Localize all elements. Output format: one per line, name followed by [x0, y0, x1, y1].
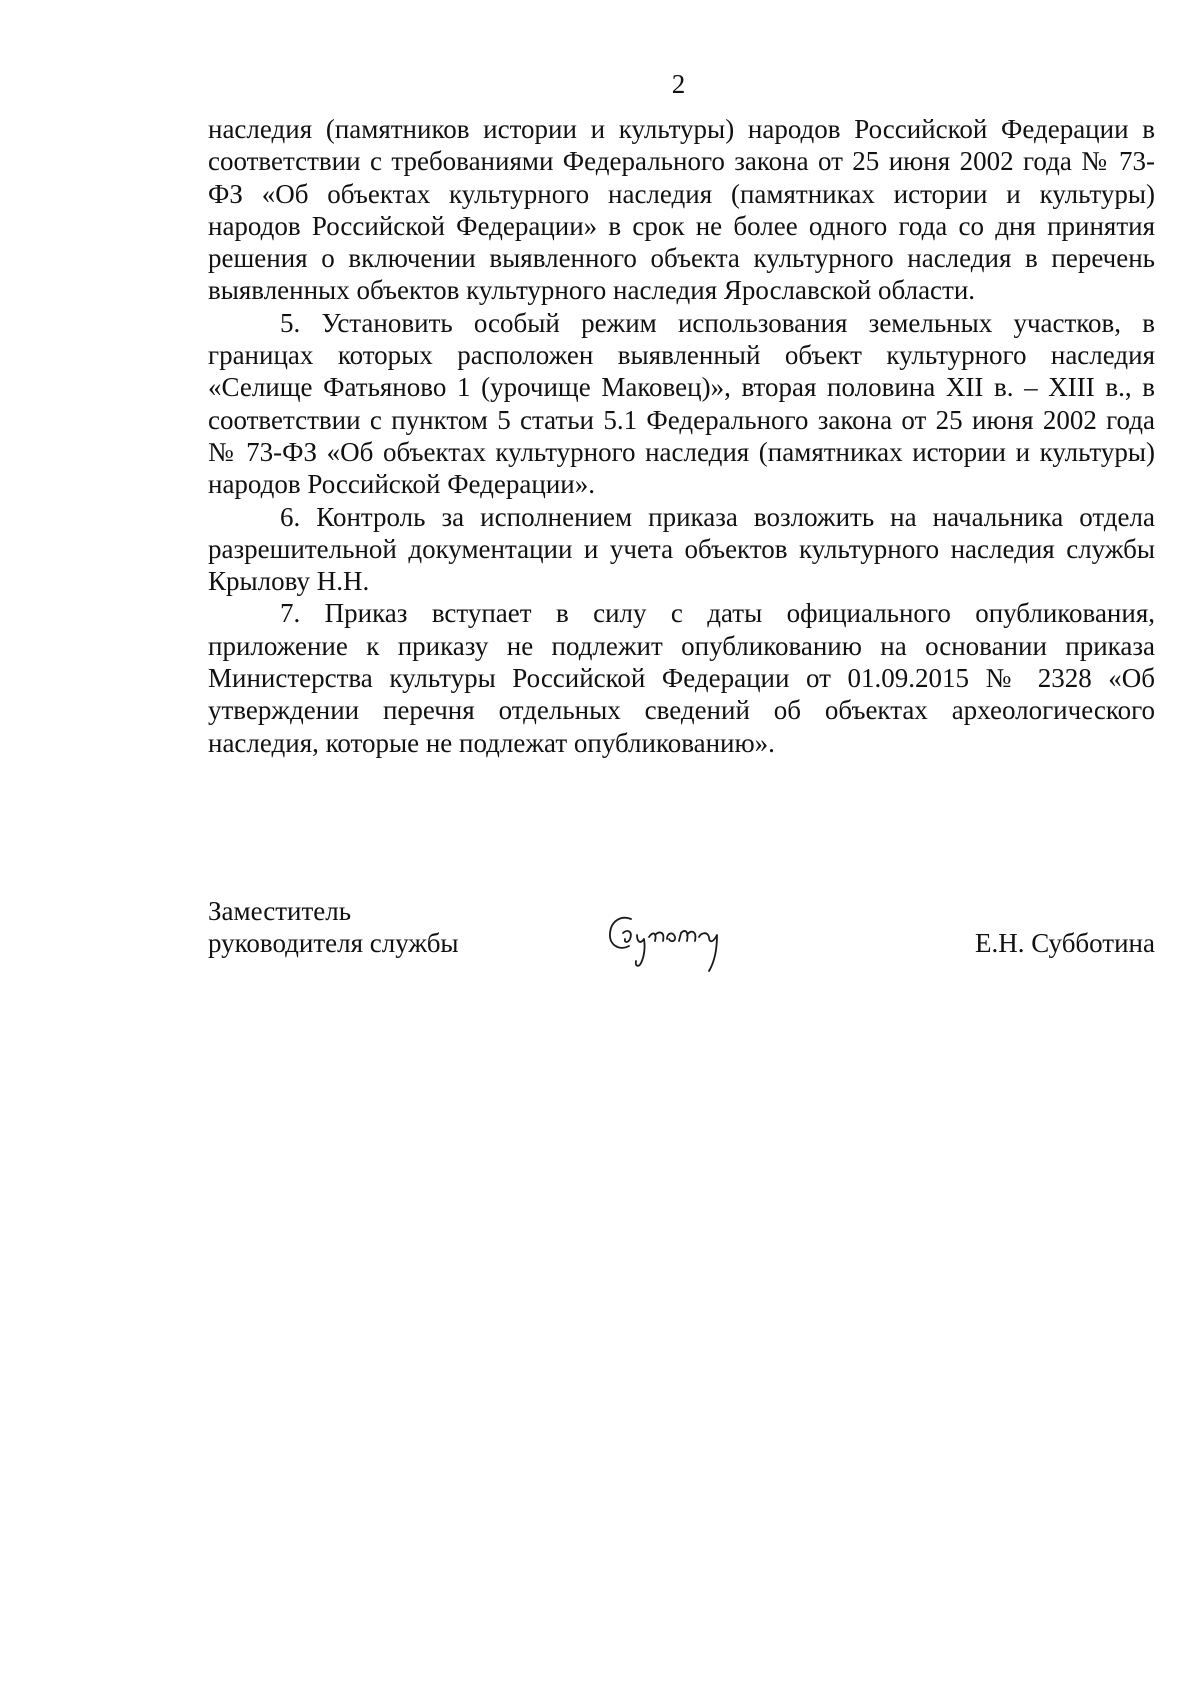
paragraph-item-6: 6. Контроль за исполнением приказа возложить на начальника отдела разрешительной документации и учета объектов культурного наследия службы Крылову Н.Н.: [208, 501, 1155, 597]
document-body: [208, 113, 1155, 759]
signer-title-line-2: руководителя службы: [208, 928, 459, 959]
signature-block: [208, 895, 1155, 985]
paragraph-item-5: 5. Установить особый режим использования земельных участков, в границах которых расположен выявленный объект культурного наследия «Селище Фатьяново 1 (урочище Маковец)», вторая половина XII в. – XIII в., в соответствии с пунктом 5 статьи 5.1 Федерального закона от 25 июня 2002 года № 73-ФЗ «Об объектах культурного наследия (памятниках истории и культуры) народов Российской Федерации».: [208, 307, 1155, 500]
signer-title: [208, 895, 459, 960]
handwritten-signature-icon: [603, 909, 748, 981]
signer-name: Е.Н. Субботина: [974, 928, 1155, 958]
signer-title-line-1: Заместитель: [208, 896, 352, 926]
paragraph-item-7: 7. Приказ вступает в силу с даты официального опубликования, приложение к приказу не подлежит опубликованию на основании приказа Министерства культуры Российской Федерации от 01.09.2015 № 2328 «Об утверждении перечня отдельных сведений об объектах археологического наследия, которые не подлежат опубликованию».: [208, 598, 1155, 758]
paragraph-continuation: наследия (памятников истории и культуры) народов Российской Федерации в соответствии с требованиями Федерального закона от 25 июня 2002 года № 73-ФЗ «Об объектах культурного наследия (памятниках истории и культуры) народов Российской Федерации» в срок не более одного года со дня принятия решения о включении выявленного объекта культурного наследия в перечень выявленных объектов культурного наследия Ярославской области.: [208, 114, 1155, 306]
page-number: 2: [671, 69, 686, 99]
